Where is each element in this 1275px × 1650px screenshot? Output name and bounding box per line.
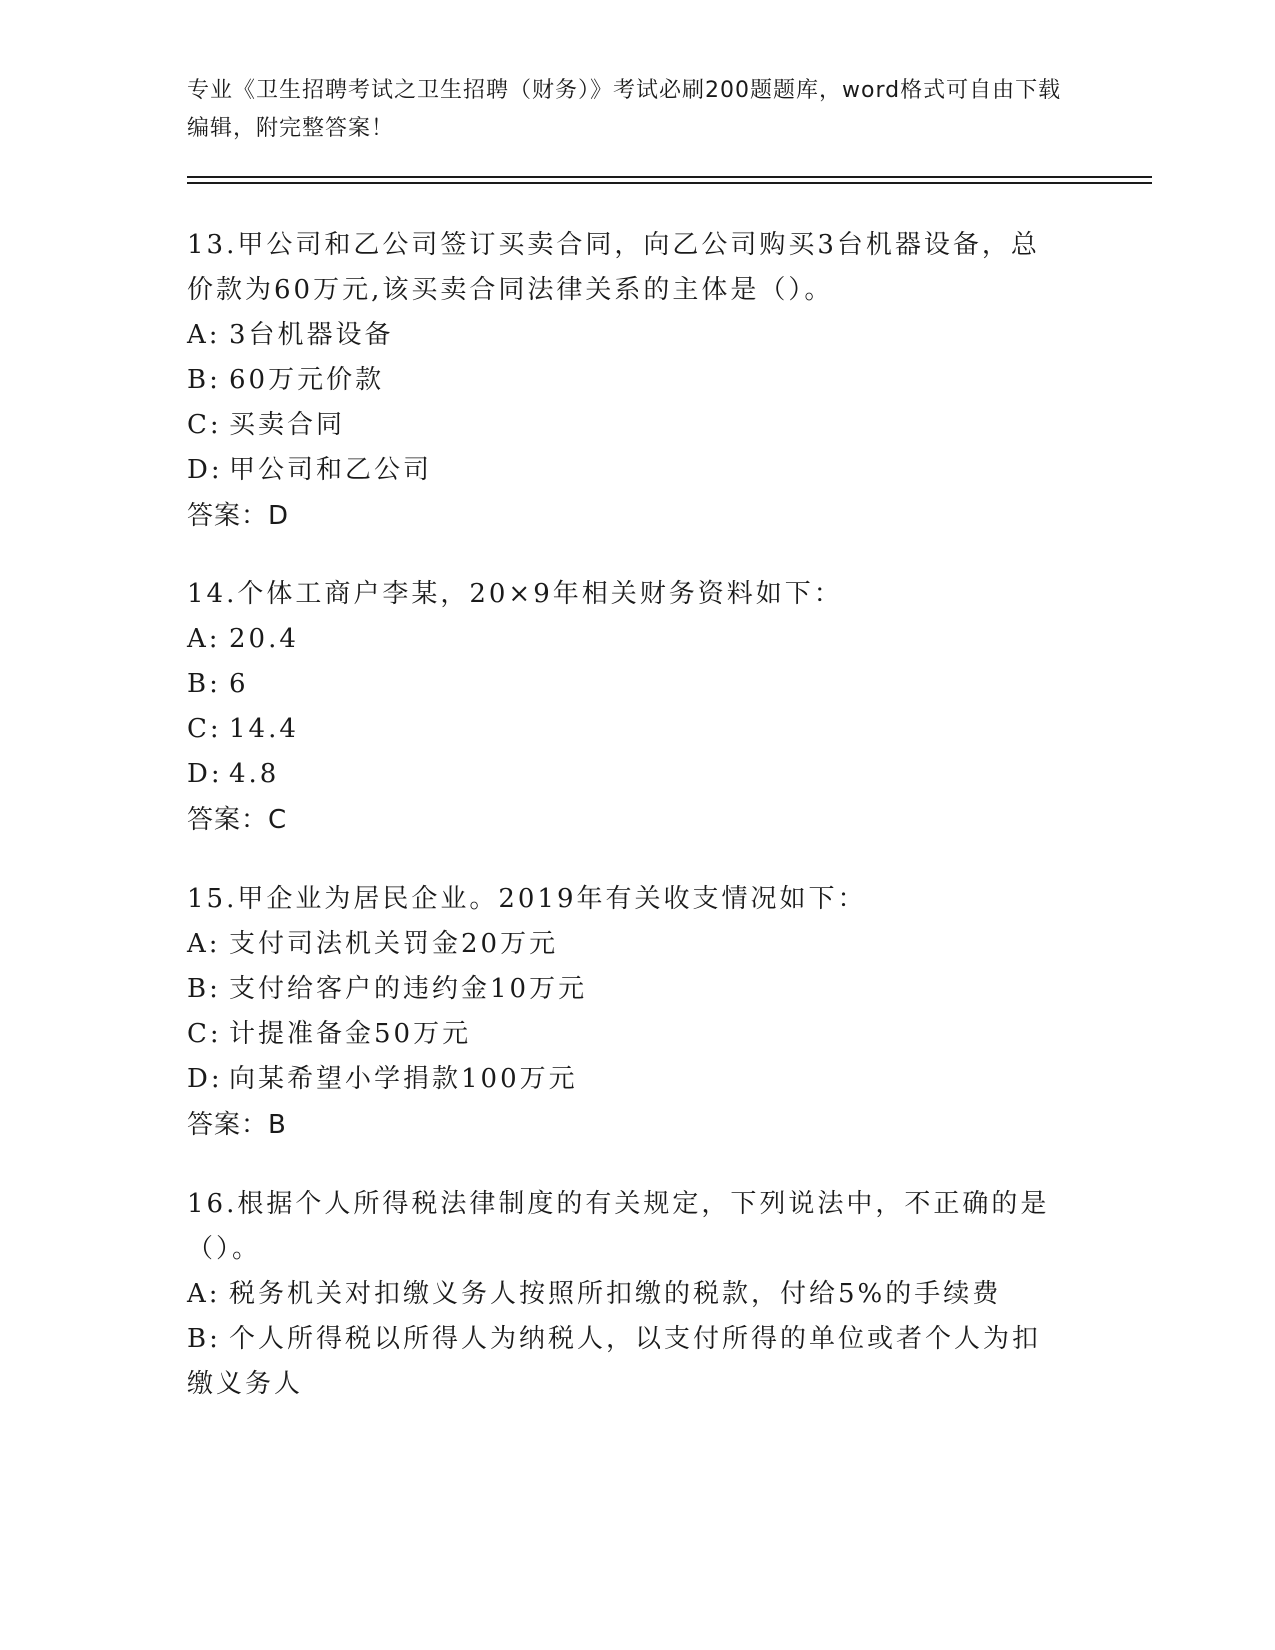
divider-line-top [187,176,1152,178]
option-key: D: [187,759,223,789]
answer-line: 答案：C [187,805,288,835]
option-c [187,707,1067,752]
option-c [187,403,1067,448]
option-a [187,922,1067,967]
question-16 [187,1182,1067,1407]
answer-line: 答案：D [187,501,290,531]
option-d [187,1057,1067,1102]
option-key: A: [187,1279,221,1309]
header-divider [187,176,1152,184]
option-text: 甲公司和乙公司 [229,455,433,485]
option-text: 4.8 [229,759,280,789]
divider-line-bottom [187,182,1152,184]
question-stem: 13.甲公司和乙公司签订买卖合同，向乙公司购买3台机器设备，总价款为60万元,该买卖合同法律关系的主体是（）。 [187,230,1040,305]
question-15 [187,877,1067,1148]
option-key: D: [187,1064,223,1094]
option-key: A: [187,624,221,654]
option-b [187,1317,1067,1407]
question-stem: 15.甲企业为居民企业。2019年有关收支情况如下： [187,884,867,914]
option-b [187,662,1067,707]
option-a [187,617,1067,662]
option-d [187,448,1067,493]
option-text: 支付给客户的违约金10万元 [229,974,588,1004]
option-b [187,967,1067,1012]
question-stem: 14.个体工商户李某，20×9年相关财务资料如下： [187,579,843,609]
option-key: D: [187,455,223,485]
option-text: 60万元价款 [229,365,385,395]
option-key: B: [187,1324,221,1354]
question-14 [187,572,1067,843]
option-text: 6 [229,669,249,699]
option-text: 支付司法机关罚金20万元 [229,929,559,959]
option-key: C: [187,714,222,744]
option-key: A: [187,320,221,350]
option-text: 向某希望小学捐款100万元 [229,1064,578,1094]
option-d [187,752,1067,797]
option-key: B: [187,974,221,1004]
option-text: 14.4 [229,714,299,744]
option-a [187,1272,1067,1317]
option-key: C: [187,1019,222,1049]
option-key: B: [187,669,221,699]
option-key: C: [187,410,222,440]
option-c [187,1012,1067,1057]
option-text: 个人所得税以所得人为纳税人，以支付所得的单位或者个人为扣缴义务人 [187,1324,1042,1399]
question-stem: 16.根据个人所得税法律制度的有关规定，下列说法中，不正确的是（）。 [187,1189,1050,1264]
option-text: 买卖合同 [229,410,346,440]
option-text: 计提准备金50万元 [229,1019,472,1049]
option-text: 3台机器设备 [229,320,394,350]
option-text: 税务机关对扣缴义务人按照所扣缴的税款，付给5%的手续费 [229,1279,1002,1309]
option-text: 20.4 [229,624,299,654]
document-header: 专业《卫生招聘考试之卫生招聘（财务）》考试必刷200题题库，word格式可自由下载编辑，附完整答案！ [187,78,1062,141]
question-13 [187,223,1067,539]
option-a [187,313,1067,358]
option-key: B: [187,365,221,395]
option-key: A: [187,929,221,959]
option-b [187,358,1067,403]
answer-line: 答案：B [187,1110,287,1140]
